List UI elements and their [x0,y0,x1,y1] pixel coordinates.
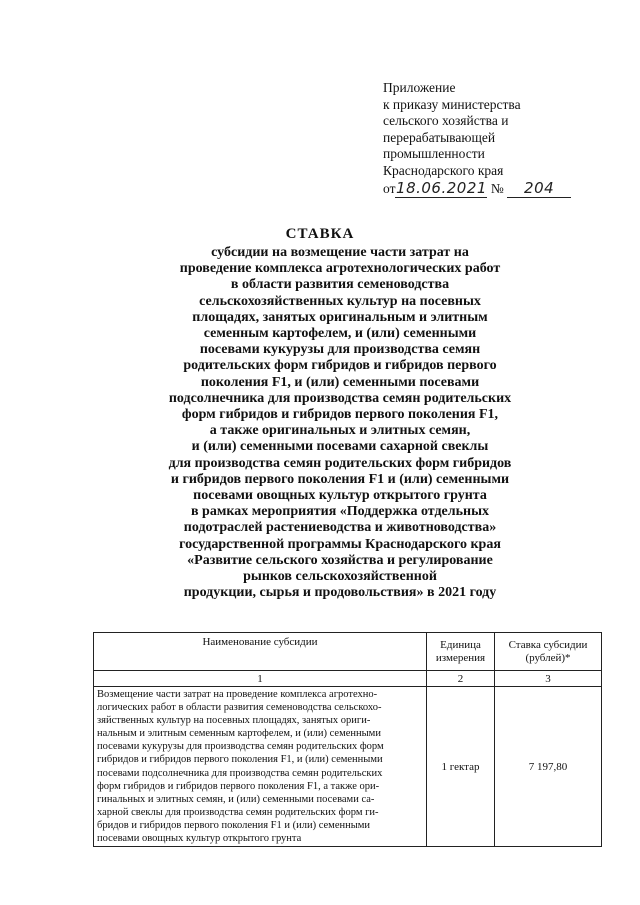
document-title: СТАВКА [285,226,355,242]
appendix-line: к приказу министерства [383,96,521,112]
header-subsidy-name: Наименование субсидии [94,633,427,671]
column-number: 3 [495,671,602,687]
header-unit: Единица измерения [427,633,495,671]
appendix-line: Приложение [383,80,456,95]
subtitle-line: в области развития семеноводства [230,277,450,293]
appendix-block [383,80,583,198]
subtitle-line: «Развитие сельского хозяйства и регулирование [187,552,493,568]
unit-cell: 1 гектар [427,687,495,847]
subtitle-line: а также оригинальных и элитных семян, [209,423,471,439]
appendix-line: Краснодарского края [383,162,504,178]
appendix-line: промышленности [383,146,485,162]
subtitle-line: сельскохозяйственных культур на посевных [199,293,481,309]
table-header-row [94,633,602,671]
subtitle-line: субсидии на возмещение части затрат на [211,245,469,260]
order-date: 18.06.2021 [396,178,487,197]
subtitle-line: и (или) семенными посевами сахарной свеклы [191,439,489,455]
subtitle-line: семенным картофелем, и (или) семенными [203,326,477,342]
subtitle-line: форм гибридов и гибридов первого поколения F1, [181,407,499,423]
date-prefix: от [383,180,396,196]
subsidy-table [93,632,602,847]
document-subtitle [130,245,550,601]
subsidy-name-cell: Возмещение части затрат на проведение комплекса агротехно- логических работ в области развития семеноводства сельскохо- зяйственных культур на посевных площадях, занятых ориги- нальным и элитным семенным картофелем, и (или) семенными посевами кукурузы для производства семян родительских форм гибридов и гибридов первого поколения F1, и (или) семенными посевами подсолнечника для производства семян родительских форм гибридов и гибридов первого поколения F1, а также ори- гинальных и элитных семян, и (или) семенными посевами са- харной свеклы для производства семян родительских форм ги- бридов и гибридов первого поколения F1 и (или) семенными посевами овощных культур открытого грунта [94,687,427,847]
subtitle-line: государственной программы Краснодарского края [179,536,501,552]
subtitle-line: площадях, занятых оригинальным и элитным [192,309,488,325]
subtitle-line: посевами овощных культур открытого грунта [193,488,487,504]
order-date-number [383,180,583,198]
table-row [94,687,602,847]
subtitle-line: родительских форм гибридов и гибридов первого [183,358,497,374]
subtitle-line: посевами кукурузы для производства семян [199,342,481,358]
subtitle-line: рынков сельскохозяйственной [243,569,437,585]
appendix-line: перерабатывающей [383,129,496,145]
header-rate: Ставка субсидии (рублей)* [495,633,602,671]
appendix-line: сельского хозяйства и [383,113,509,129]
column-number: 1 [94,671,427,687]
subtitle-line: продукции, сырья и продовольствия» в 2021 году [183,585,497,601]
column-number-row [94,671,602,687]
subtitle-line: в рамках мероприятия «Поддержка отдельных [191,504,489,520]
subtitle-line: для производства семян родительских форм гибридов [168,455,512,471]
column-number: 2 [427,671,495,687]
number-prefix: № [490,180,504,196]
rate-cell: 7 197,80 [495,687,602,847]
subtitle-line: и гибридов первого поколения F1 и (или) семенными [170,471,510,487]
subtitle-line: подотраслей растениеводства и животноводства» [183,520,497,536]
order-number: 204 [524,178,555,197]
subtitle-line: поколения F1, и (или) семенными посевами [200,374,480,390]
subtitle-line: подсолнечника для производства семян родительских [168,390,512,406]
subtitle-line: проведение комплекса агротехнологических работ [179,261,501,277]
